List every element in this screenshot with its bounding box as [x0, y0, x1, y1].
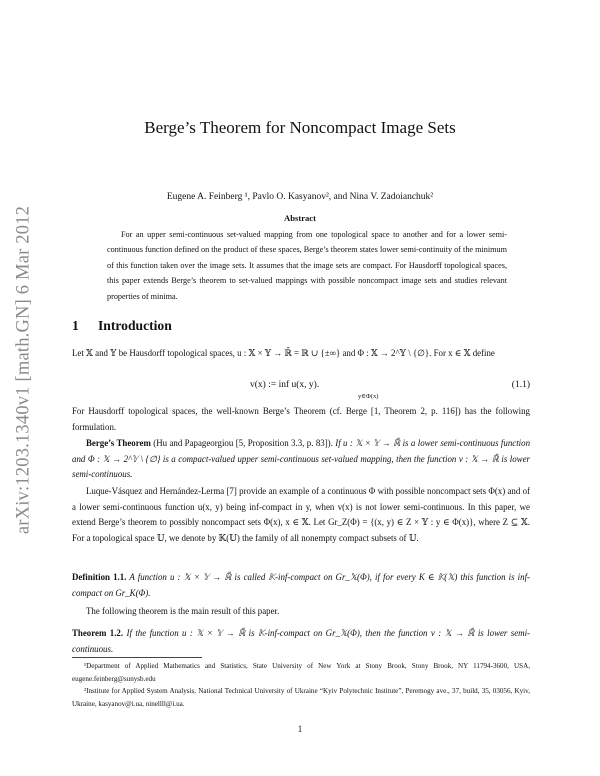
footnote-2: ²Institute for Applied System Analysis, National Technical University of Ukraine “Kyiv Polytechnic Institute”, Peremogy ave., 37, build, 35, 03056, Kyiv, Ukraine, kasyanov@i.ua, ninellll@i.ua. — [72, 687, 530, 708]
definition-heading: Definition 1.1. — [72, 572, 127, 582]
berge-theorem-body: If u : 𝕏 × 𝕐 → ℝ̄ is a lower semi-continuous function and Φ : 𝕏 → 2^𝕐 \ {∅} is a compact-valued upper semi-continuous set-valued mapping, then the function v : 𝕏 → ℝ̄ is lower semi-continuous. — [72, 438, 531, 480]
intro-paragraph-4 — [72, 604, 530, 620]
footnote-1: ¹Department of Applied Mathematics and Statistics, State University of New York at Stony Brook, Stony Brook, NY 11794-3600, USA, eugene.feinberg@sunysb.edu — [72, 662, 530, 683]
intro-text-2: For Hausdorff topological spaces, the well-known Berge’s Theorem (cf. Berge [1, Theorem 2, p. 116]) has the following formulation. — [72, 406, 530, 432]
theorem-heading: Theorem 1.2. — [72, 628, 124, 638]
equation-body: v(x) := inf u(x, y). — [250, 380, 320, 390]
arxiv-id: arXiv:1203.1340v1 [math.GN] 6 Mar 2012 — [13, 205, 34, 535]
intro-paragraph-1 — [72, 346, 530, 362]
berge-theorem-heading: Berge’s Theorem — [86, 438, 151, 448]
theorem-body: If the function u : 𝕏 × 𝕐 → ℝ̄ is 𝕂-inf-compact on Gr_𝕏(Φ), then the function v : 𝕏 → ℝ̄ is lower semi-continuous. — [72, 628, 531, 654]
abstract-text: For an upper semi-continuous set-valued mapping from one topological space to another and for a lower semi-continuous function defined on the product of these spaces, Berge’s theorem states lower semi-continuity of the minimum of this function taken over the image sets. It assumes that the image sets are compact. For Hausdorff topological spaces, this paper extends Berge’s theorem to set-valued mappings with possible noncompact image sets and studies relevant properties of minima. — [107, 230, 507, 301]
definition-body: A function u : 𝕏 × 𝕐 → ℝ̄ is called 𝕂-inf-compact on Gr_𝕏(Φ), if for every K ∈ 𝕂(𝕏) this function is inf-compact on Gr_K(Φ). — [72, 572, 530, 598]
equation-subscript: y∈Φ(x) — [358, 393, 379, 400]
paper-title: Berge’s Theorem for Noncompact Image Sets — [144, 118, 456, 137]
abstract — [107, 227, 507, 304]
definition-1-1 — [72, 570, 530, 601]
arxiv-sidebar-stamp — [10, 180, 38, 560]
equation-number: (1.1) — [511, 380, 530, 390]
intro-paragraph-3 — [72, 484, 530, 546]
equation-1-1 — [72, 378, 530, 404]
page-number: 1 — [297, 724, 303, 734]
section-number: 1 — [72, 318, 79, 333]
berge-theorem-reference: (Hu and Papageorgiou [5, Proposition 3.3, p. 83]). — [150, 438, 336, 448]
footnote-rule — [72, 657, 202, 658]
berge-theorem-statement — [72, 436, 530, 483]
intro-text-4: The following theorem is the main result of this paper. — [86, 606, 280, 616]
section-heading — [72, 318, 172, 334]
intro-text-3: Luque-Vásquez and Hernández-Lerma [7] provide an example of a continuous Φ with possible noncompact sets Φ(x) and of a lower semi-continuous function u(x, y) being inf-compact in y, when v(x) is not lower semi-continuous. In this paper, we extend Berge’s theorem to possibly noncompact sets Φ(x), x ∈ 𝕏. Let Gr_Z(Φ) = {(x, y) ∈ Z × 𝕐 : y ∈ Φ(x)}, where Z ⊆ 𝕏. For a topological space 𝕌, we denote by 𝕂(𝕌) the family of all nonempty compact subsets of 𝕌. — [72, 486, 530, 543]
section-title: Introduction — [98, 318, 172, 333]
abstract-heading: Abstract — [284, 213, 316, 223]
author-list: Eugene A. Feinberg ¹, Pavlo O. Kasyanov², and Nina V. Zadoianchuk² — [166, 192, 434, 202]
theorem-1-2 — [72, 626, 530, 657]
intro-text-1: Let 𝕏 and 𝕐 be Hausdorff topological spaces, u : 𝕏 × 𝕐 → ℝ̄ = ℝ ∪ {±∞} and Φ : 𝕏 → 2^𝕐 \ {∅}. For x ∈ 𝕏 define — [72, 348, 495, 358]
footnotes — [72, 660, 530, 710]
intro-paragraph-2 — [72, 404, 530, 435]
